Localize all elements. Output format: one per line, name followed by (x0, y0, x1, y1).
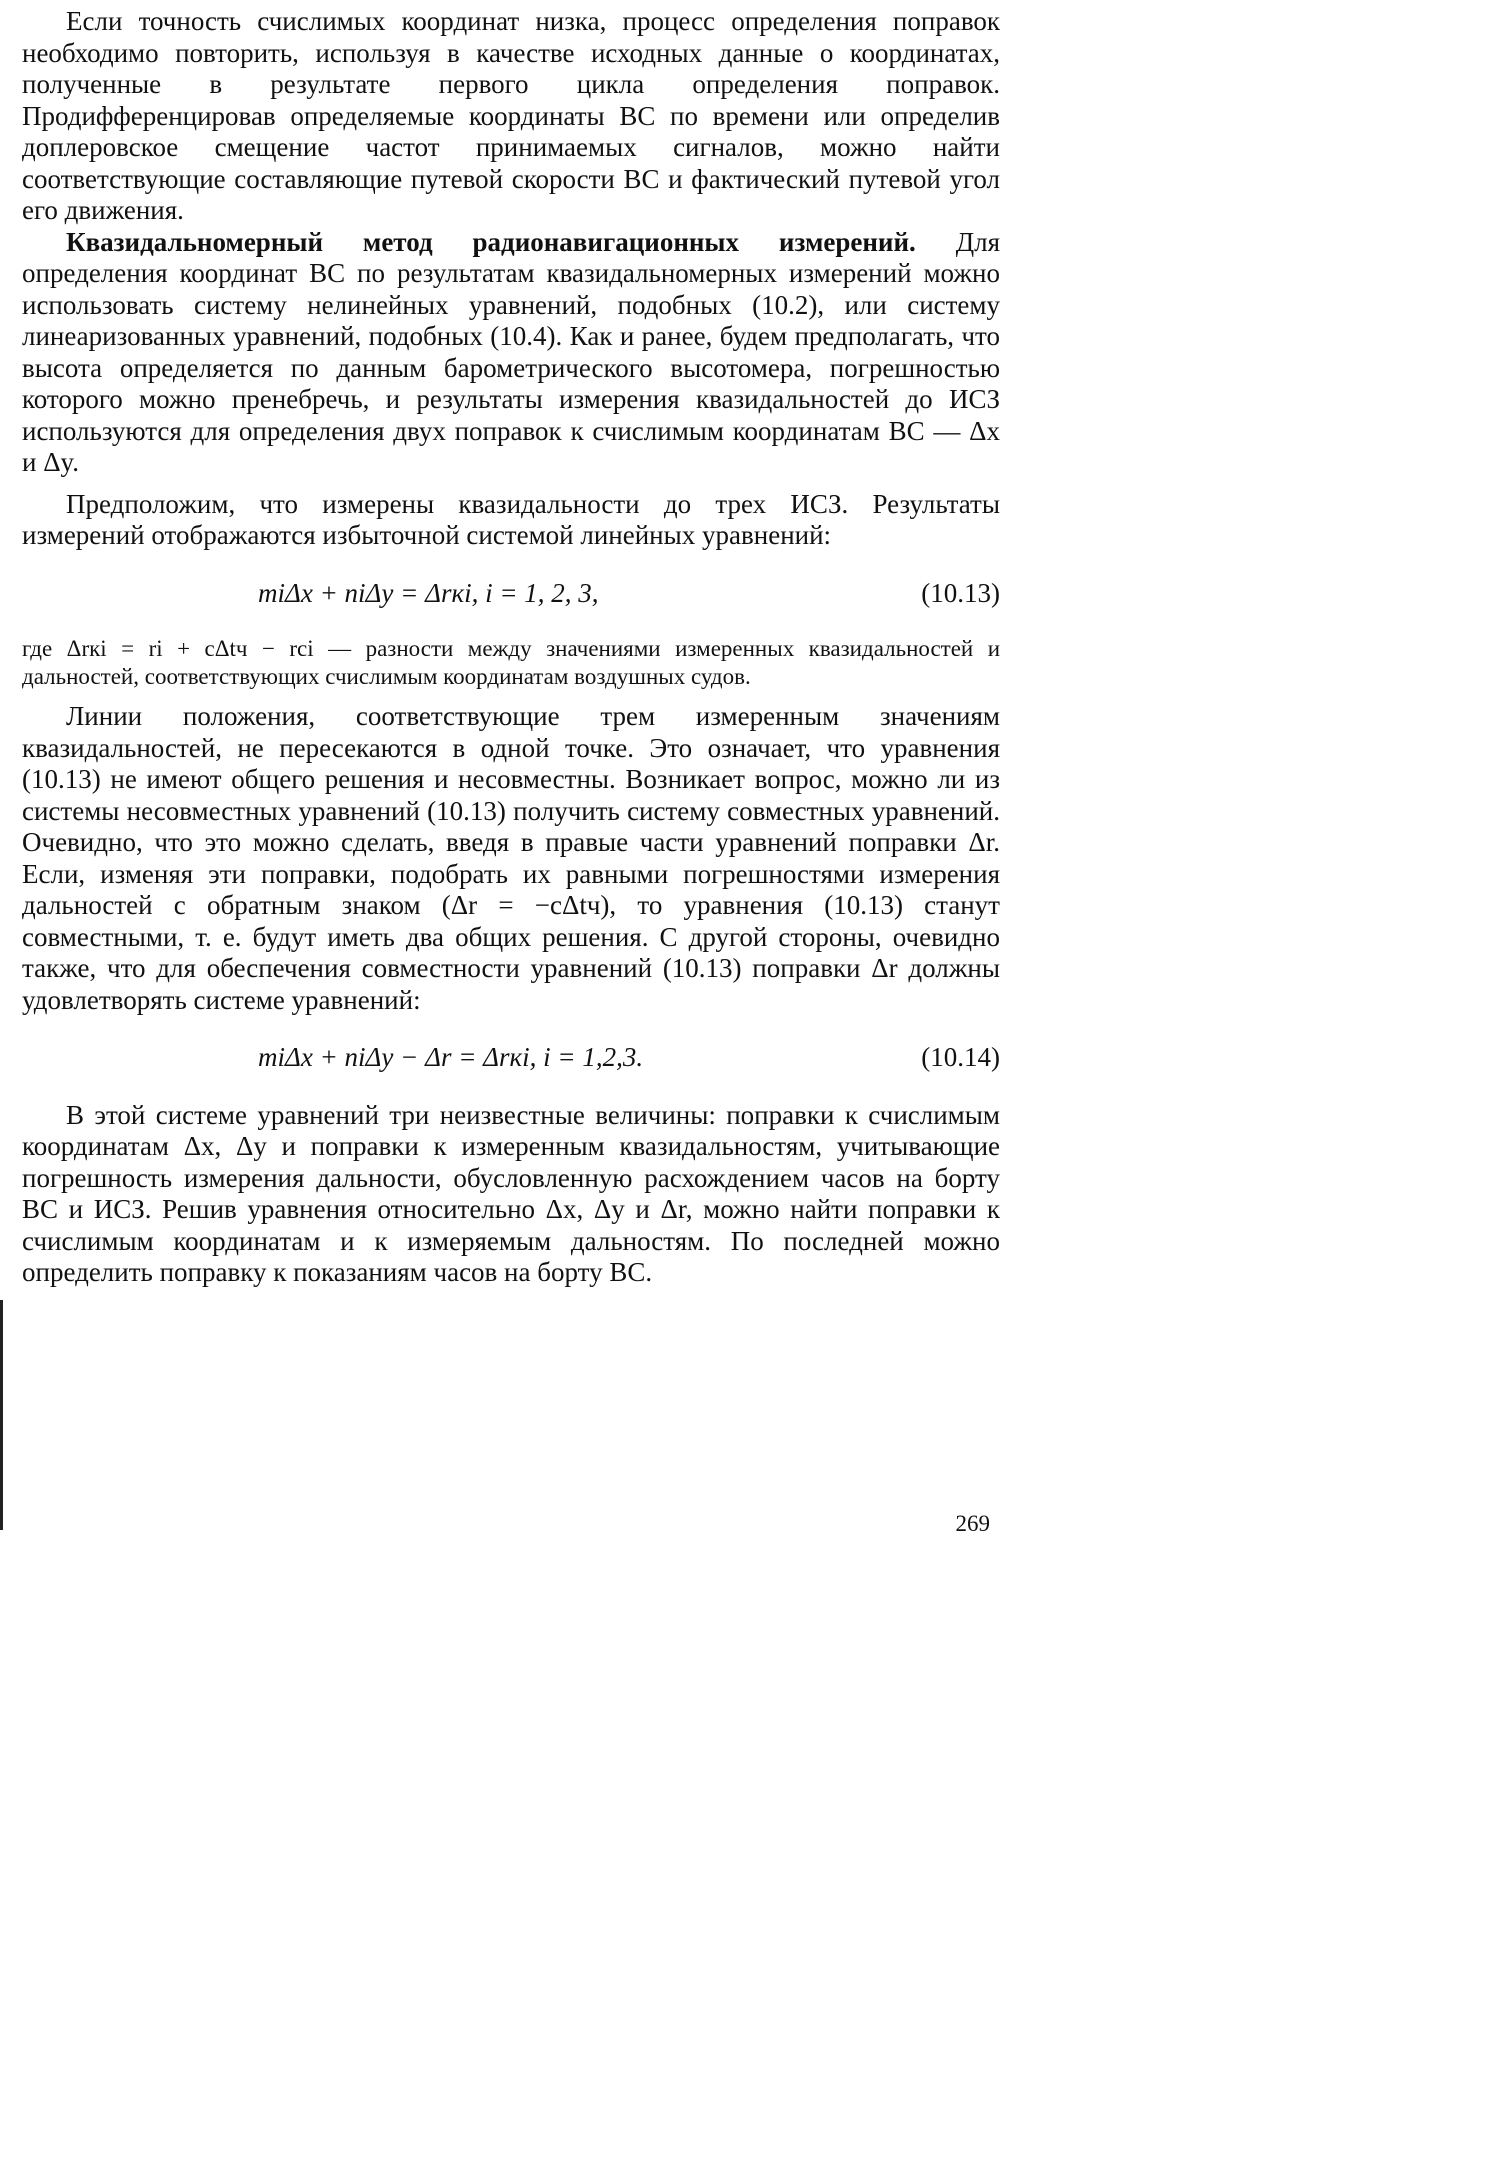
formula-10-14-expression: miΔx + niΔy − Δr = Δrкi, i = 1,2,3. (258, 1042, 644, 1072)
page-number: 269 (955, 1511, 990, 1536)
paragraph-2-text: Для определения координат ВС по результатам квазидальномерных измерений можно использовать систему нелинейных уравнений, подобных (10.2), или систему линеаризованных уравнений, подобных (10.4). Как и ранее, будем предполагать, что высота определяется по данным барометрического высотомера, погрешностью которого можно пренебречь, и результаты измерения квазидальностей до ИСЗ используются для определения двух поправок к счислимым координатам ВС — Δx и Δy. (22, 226, 1000, 477)
scan-edge-mark (0, 1300, 3, 1530)
formula-10-13-expression: miΔx + niΔy = Δrкi, i = 1, 2, 3, (258, 577, 599, 608)
paragraph-5: Линии положения, соответствующие трем измеренным значениям квазидальностей, не пересекаются в одной точке. Это означает, что уравнения (10.13) не имеют общего решения и несовместны. Возникает вопрос, можно ли из системы несовместных уравнений (10.13) получить систему совместных уравнений. Очевидно, что это можно сделать, введя в правые части уравнений поправки Δr. Если, изменяя эти поправки, подобрать их равными погрешностями измерения дальностей с обратным знаком (Δr = −cΔtч), то уравнения (10.13) станут совместными, т. е. будут иметь два общих решения. С другой стороны, очевидно также, что для обеспечения совместности уравнений (10.13) поправки Δr должны удовлетворять системе уравнений: (22, 701, 1000, 1015)
paragraph-3: Предположим, что измерены квазидальности до трех ИСЗ. Результаты измерений отображаются избыточной системой линейных уравнений: (22, 488, 1000, 550)
paragraph-where: где Δrкi = ri + cΔtч − rci — разности между значениями измеренных квазидальностей и дальностей, соответствующих счислимым координатам воздушных судов. (22, 636, 1000, 689)
paragraph-1: Если точность счислимых координат низка, процесс определения поправок необходимо повторить, используя в качестве исходных данные о координатах, полученные в результате первого цикла определения поправок. Продифференцировав определяемые координаты ВС по времени или определив доплеровское смещение частот принимаемых сигналов, можно найти соответствующие составляющие путевой скорости ВС и фактический путевой угол его движения. (22, 6, 1000, 225)
paragraph-6: В этой системе уравнений три неизвестные величины: поправки к счислимым координатам Δx, Δy и поправки к измеренным квазидальностям, учитывающие погрешность измерения дальности, обусловленную расхождением часов на борту ВС и ИСЗ. Решив уравнения относительно Δx, Δy и Δr, можно найти поправки к счислимым координатам и к измеряемым дальностям. По последней можно определить поправку к показаниям часов на борту ВС. (22, 1099, 1000, 1287)
formula-10-14-number: (10.14) (921, 1042, 1000, 1072)
paragraph-2 (22, 227, 1000, 479)
section-heading: Квазидальномерный метод радионавигационных измерений. (66, 226, 916, 257)
formula-10-13-number: (10.13) (921, 577, 1000, 608)
formula-10-13 (22, 578, 1000, 610)
formula-10-14 (22, 1042, 1000, 1074)
